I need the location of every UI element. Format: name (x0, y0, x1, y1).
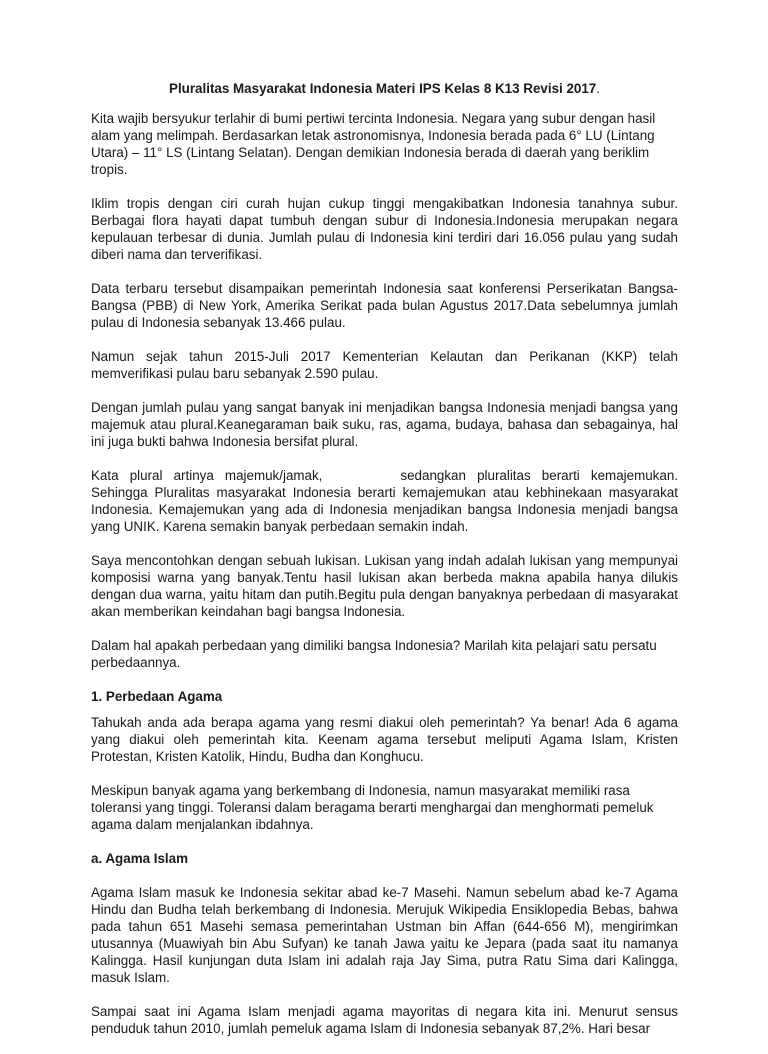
paragraph-7: Saya mencontohkan dengan sebuah lukisan. Lukisan yang indah adalah lukisan yang mempunyai komposisi warna yang banyak.Tentu hasil lukisan akan berbeda makna apabila hanya dilukis dengan dua warna, yaitu hitam dan putih.Begitu pula dengan banyaknya perbedaan di masyarakat akan memberikan keindahan bagi bangsa Indonesia. (91, 553, 678, 619)
document-title (91, 80, 678, 97)
title-text: Pluralitas Masyarakat Indonesia Materi IPS Kelas 8 K13 Revisi 2017 (169, 81, 597, 96)
paragraph-6-part-b: sedangkan pluralitas berarti kemajemukan. Sehingga Pluralitas masyarakat Indonesia berarti kemajemukan atau kebhinekaan masyarakat Indonesia. Kemajemukan yang ada di Indonesia menjadikan bangsa Indonesia menjadi bangsa yang UNIK. Karena semakin banyak perbedaan semakin indah. (91, 468, 678, 534)
paragraph-3: Data terbaru tersebut disampaikan pemerintah Indonesia saat konferensi Perserikatan Bangsa-Bangsa (PBB) di New York, Amerika Serikat pada bulan Agustus 2017.Data sebelumnya jumlah pulau di Indonesia sebanyak 13.466 pulau. (91, 281, 678, 330)
title-period: . (596, 81, 600, 96)
paragraph-6-part-a: Kata plural artinya majemuk/jamak, (91, 468, 323, 483)
paragraph-12: Sampai saat ini Agama Islam menjadi agama mayoritas di negara kita ini. Menurut sensus penduduk tahun 2010, jumlah pemeluk agama Islam di Indonesia sebanyak 87,2%. Hari besar (91, 1004, 678, 1036)
section-heading-1: 1. Perbedaan Agama (91, 689, 223, 704)
paragraph-5: Dengan jumlah pulau yang sangat banyak ini menjadikan bangsa Indonesia menjadi bangsa yang majemuk atau plural.Keanegaraman baik suku, ras, agama, budaya, bahasa dan sebagainya, hal ini juga bukti bahwa Indonesia bersifat plural. (91, 400, 678, 449)
paragraph-6 (91, 467, 678, 535)
paragraph-8: Dalam hal apakah perbedaan yang dimiliki bangsa Indonesia? Marilah kita pelajari satu persatu perbedaannya. (91, 638, 657, 670)
paragraph-11: Agama Islam masuk ke Indonesia sekitar abad ke-7 Masehi. Namun sebelum abad ke-7 Agama Hindu dan Budha telah berkembang di Indonesia. Merujuk Wikipedia Ensiklopedia Bebas, bahwa pada tahun 651 Masehi semasa pemerintahan Ustman bin Affan (644-656 M), mengirimkan utusannya (Muawiyah bin Abu Sufyan) ke tanah Jawa yaitu ke Jepara (pada saat itu namanya Kalingga. Hasil kunjungan duta Islam ini adalah raja Jay Sima, putra Ratu Sima dari Kalingga, masuk Islam. (91, 885, 678, 985)
paragraph-4: Namun sejak tahun 2015-Juli 2017 Kementerian Kelautan dan Perikanan (KKP) telah memverifikasi pulau baru sebanyak 2.590 pulau. (91, 349, 678, 381)
paragraph-2: Iklim tropis dengan ciri curah hujan cukup tinggi mengakibatkan Indonesia tanahnya subur. Berbagai flora hayati dapat tumbuh dengan subur di Indonesia.Indonesia merupakan negara kepulauan terbesar di dunia. Jumlah pulau di Indonesia kini terdiri dari 16.056 pulau yang sudah diberi nama dan terverifikasi. (91, 196, 678, 262)
paragraph-10: Meskipun banyak agama yang berkembang di Indonesia, namun masyarakat memiliki rasa toleransi yang tinggi. Toleransi dalam beragama berarti menghargai dan menghormati pemeluk agama dalam menjalankan ibdahnya. (91, 783, 654, 832)
paragraph-1: Kita wajib bersyukur terlahir di bumi pertiwi tercinta Indonesia. Negara yang subur dengan hasil alam yang melimpah. Berdasarkan letak astronomisnya, Indonesia berada pada 6° LU (Lintang Utara) – 11° LS (Lintang Selatan). Dengan demikian Indonesia berada di daerah yang beriklim tropis. (91, 111, 656, 177)
document-page (91, 80, 678, 1054)
section-heading-2: a. Agama Islam (91, 851, 189, 866)
paragraph-9: Tahukah anda ada berapa agama yang resmi diakui oleh pemerintah? Ya benar! Ada 6 agama yang diakui oleh pemerintah kita. Keenam agama tersebut meliputi Agama Islam, Kristen Protestan, Kristen Katolik, Hindu, Budha dan Konghucu. (91, 715, 678, 764)
